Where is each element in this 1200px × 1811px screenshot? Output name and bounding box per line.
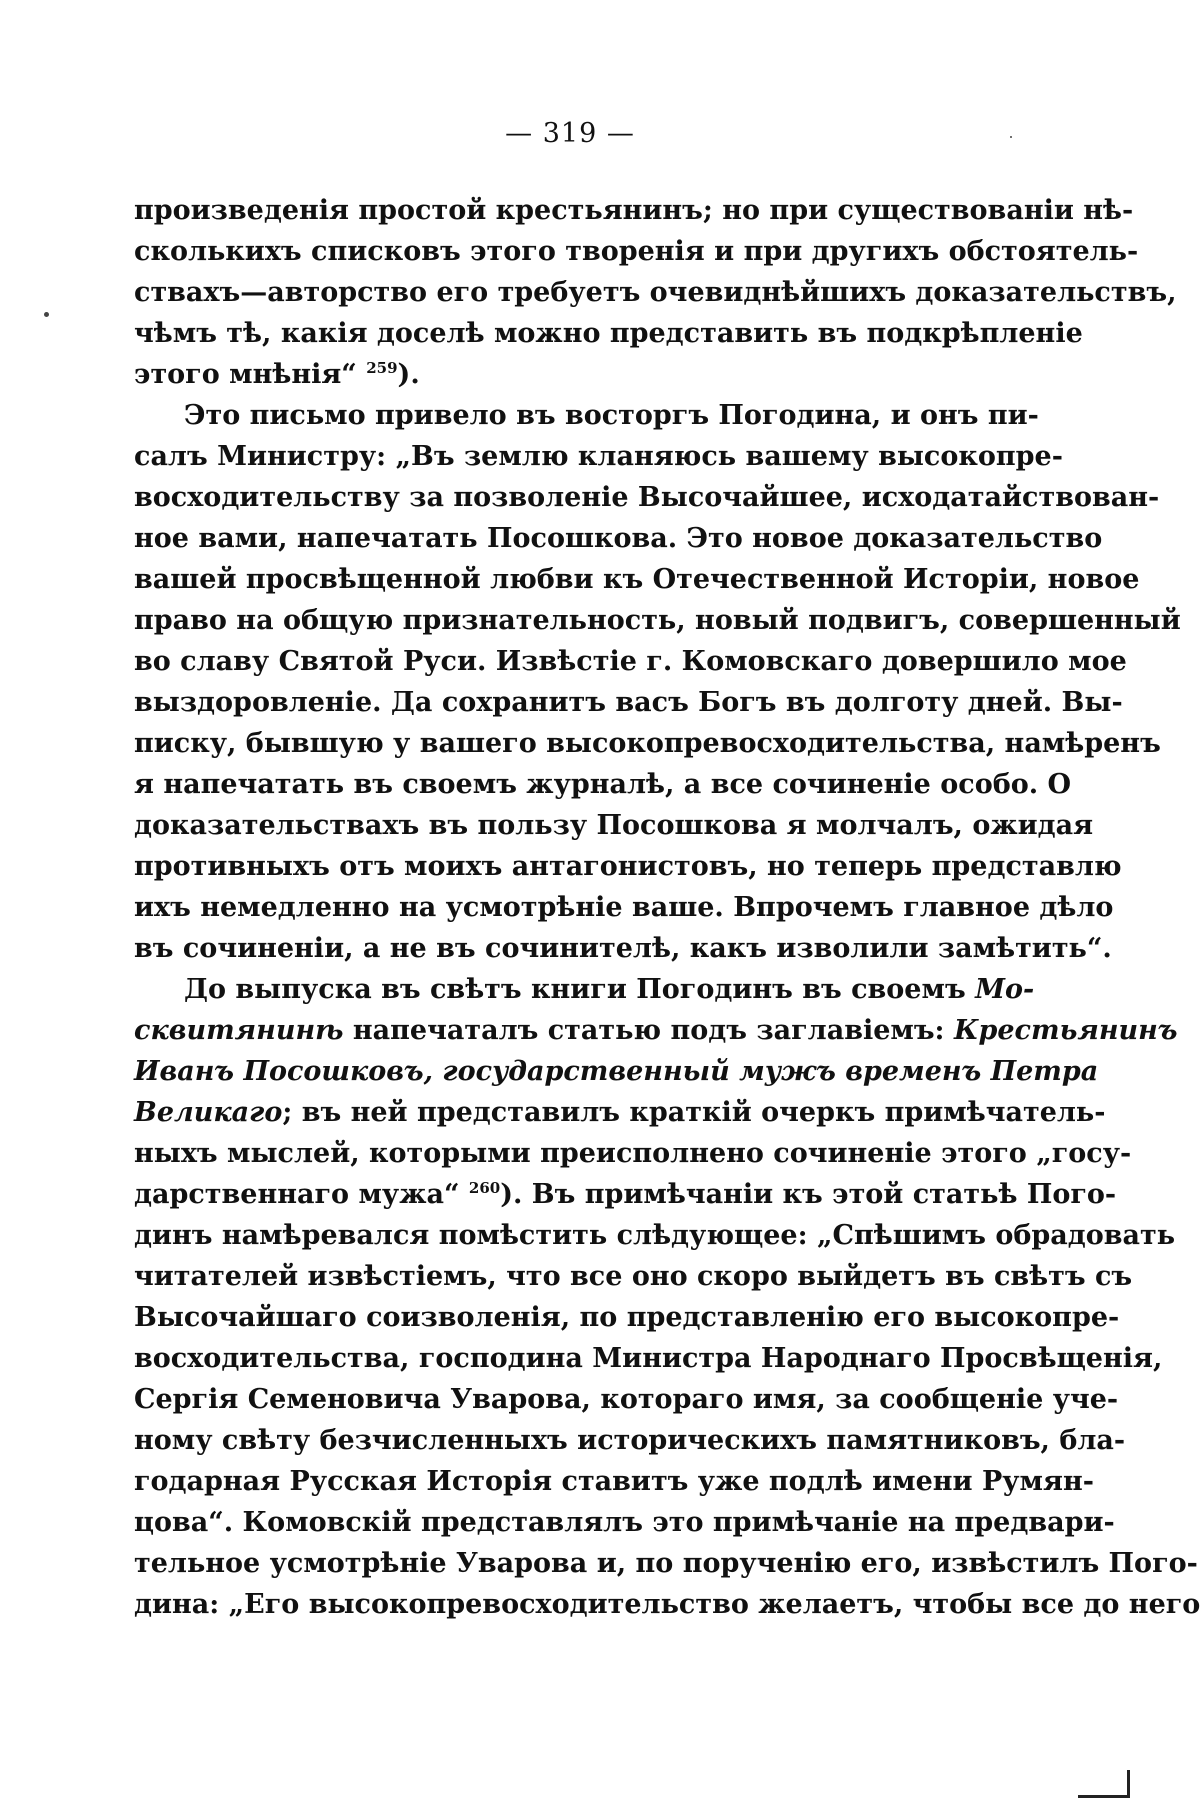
italic-title: Крестьянинъ <box>953 1015 1178 1046</box>
text-segment: вашей просвѣщенной любви къ Отечественной Исторіи, новое <box>134 564 1140 595</box>
text-segment: восходительства, господина Министра Народнаго Просвѣщенія, <box>134 1343 1163 1374</box>
text-segment: ). <box>397 359 420 390</box>
text-line <box>134 600 1181 641</box>
text-segment: ихъ немедленно на усмотрѣніе ваше. Впрочемъ главное дѣло <box>134 892 1114 923</box>
text-segment: я напечатать въ своемъ журналѣ, а все сочиненіе особо. О <box>134 769 1072 800</box>
text-segment: писку, бывшую у вашего высокопревосходительства, намѣренъ <box>134 728 1161 759</box>
text-segment: дина: „Его высокопревосходительство желаетъ, чтобы все до него <box>134 1589 1200 1620</box>
body-text <box>134 190 1200 1625</box>
text-segment: читателей извѣстіемъ, что все оно скоро выйдетъ въ свѣтъ съ <box>134 1261 1133 1292</box>
text-segment: ). Въ примѣчаніи къ этой статьѣ Пого- <box>500 1179 1117 1210</box>
text-line <box>134 1584 1200 1625</box>
text-line <box>134 1379 1119 1420</box>
text-line <box>134 641 1127 682</box>
text-segment: во славу Святой Руси. Извѣстіе г. Комовскаго довершило мое <box>134 646 1127 677</box>
italic-title: сквитянинѣ <box>134 1015 344 1046</box>
text-segment: этого мнѣнія“ <box>134 359 367 390</box>
text-line <box>134 231 1139 272</box>
text-line <box>134 1502 1115 1543</box>
text-segment: въ сочиненіи, а не въ сочинителѣ, какъ изволили замѣтить“. <box>134 933 1112 964</box>
text-line <box>134 477 1160 518</box>
text-line <box>134 354 979 395</box>
text-line <box>134 1297 1120 1338</box>
text-line <box>134 1461 1094 1502</box>
scan-edge-mark <box>1078 1795 1130 1798</box>
text-line <box>134 969 1035 1010</box>
text-segment: ныхъ мыслей, которыми преисполнено сочиненіе этого „госу- <box>134 1138 1132 1169</box>
text-segment: Сергія Семеновича Уварова, котораго имя, за сообщеніе уче- <box>134 1384 1119 1415</box>
text-segment: дарственнаго мужа“ <box>134 1179 469 1210</box>
text-line <box>134 928 1112 969</box>
text-segment: ному свѣту безчисленныхъ историческихъ памятниковъ, бла- <box>134 1425 1126 1456</box>
scan-speck <box>1010 136 1012 138</box>
text-line <box>134 559 1140 600</box>
footnote-ref: 259 <box>366 359 398 377</box>
text-line <box>134 313 1083 354</box>
page-number: — 319 — <box>505 118 635 149</box>
text-segment: ствахъ—авторство его требуетъ очевиднѣйшихъ доказательствъ, <box>134 277 1177 308</box>
text-segment: право на общую признательность, новый подвигъ, совершенный <box>134 605 1181 636</box>
text-segment: сколькихъ списковъ этого творенія и при другихъ обстоятель- <box>134 236 1139 267</box>
text-line <box>134 1420 1126 1461</box>
text-segment: чѣмъ тѣ, какія доселѣ можно представить въ подкрѣпленіе <box>134 318 1083 349</box>
text-segment: напечаталъ статью подъ заглавіемъ: <box>343 1015 954 1046</box>
text-line <box>134 1174 1117 1215</box>
footnote-ref: 260 <box>468 1179 501 1197</box>
text-segment: Это письмо привело въ восторгъ Погодина, и онъ пи- <box>184 400 1039 431</box>
text-line <box>134 887 1114 928</box>
text-segment: ; въ ней представилъ краткій очеркъ примѣчатель- <box>282 1097 1106 1128</box>
text-line <box>134 436 1063 477</box>
text-line <box>134 764 1072 805</box>
text-line <box>134 1092 1106 1133</box>
text-segment: восходительству за позволеніе Высочайшее, исходатайствован- <box>134 482 1160 513</box>
text-line <box>134 190 1134 231</box>
text-line <box>134 1133 1132 1174</box>
text-segment: ное вами, напечатать Посошкова. Это новое доказательство <box>134 523 1103 554</box>
text-segment: выздоровленіе. Да сохранитъ васъ Богъ въ долготу дней. Вы- <box>134 687 1123 718</box>
text-line <box>134 272 1177 313</box>
italic-title: Иванъ Посошковъ, государственный мужъ временъ Петра <box>134 1056 1099 1087</box>
text-segment: До выпуска въ свѣтъ книги Погодинъ въ своемъ <box>184 974 976 1005</box>
text-segment: доказательствахъ въ пользу Посошкова я молчалъ, ожидая <box>134 810 1094 841</box>
text-line <box>134 518 1103 559</box>
text-segment: салъ Министру: „Въ землю кланяюсь вашему высокопре- <box>134 441 1063 472</box>
text-line <box>134 1338 1163 1379</box>
scan-speck <box>44 312 49 317</box>
text-segment: произведенія простой крестьянинъ; но при существованіи нѣ- <box>134 195 1134 226</box>
text-line <box>134 395 1039 436</box>
italic-title: Мо- <box>975 974 1035 1005</box>
italic-title: Великаго <box>134 1097 283 1128</box>
text-segment: тельное усмотрѣніе Уварова и, по порученію его, извѣстилъ Пого- <box>134 1548 1198 1579</box>
text-line <box>134 1543 1198 1584</box>
text-segment: цова“. Комовскій представлялъ это примѣчаніе на предвари- <box>134 1507 1115 1538</box>
text-line <box>134 1215 1176 1256</box>
scan-edge-mark <box>1127 1770 1130 1798</box>
text-segment: годарная Русская Исторія ставитъ уже подлѣ имени Румян- <box>134 1466 1094 1497</box>
text-line <box>134 1051 1099 1092</box>
text-segment: динъ намѣревался помѣстить слѣдующее: „Спѣшимъ обрадовать <box>134 1220 1176 1251</box>
text-segment: противныхъ отъ моихъ антагонистовъ, но теперь представлю <box>134 851 1122 882</box>
text-line <box>134 1010 1178 1051</box>
text-line <box>134 805 1094 846</box>
text-segment: Высочайшаго соизволенія, по представленію его высокопре- <box>134 1302 1120 1333</box>
text-line <box>134 1256 1133 1297</box>
text-line <box>134 846 1122 887</box>
text-line <box>134 682 1123 723</box>
text-line <box>134 723 1161 764</box>
